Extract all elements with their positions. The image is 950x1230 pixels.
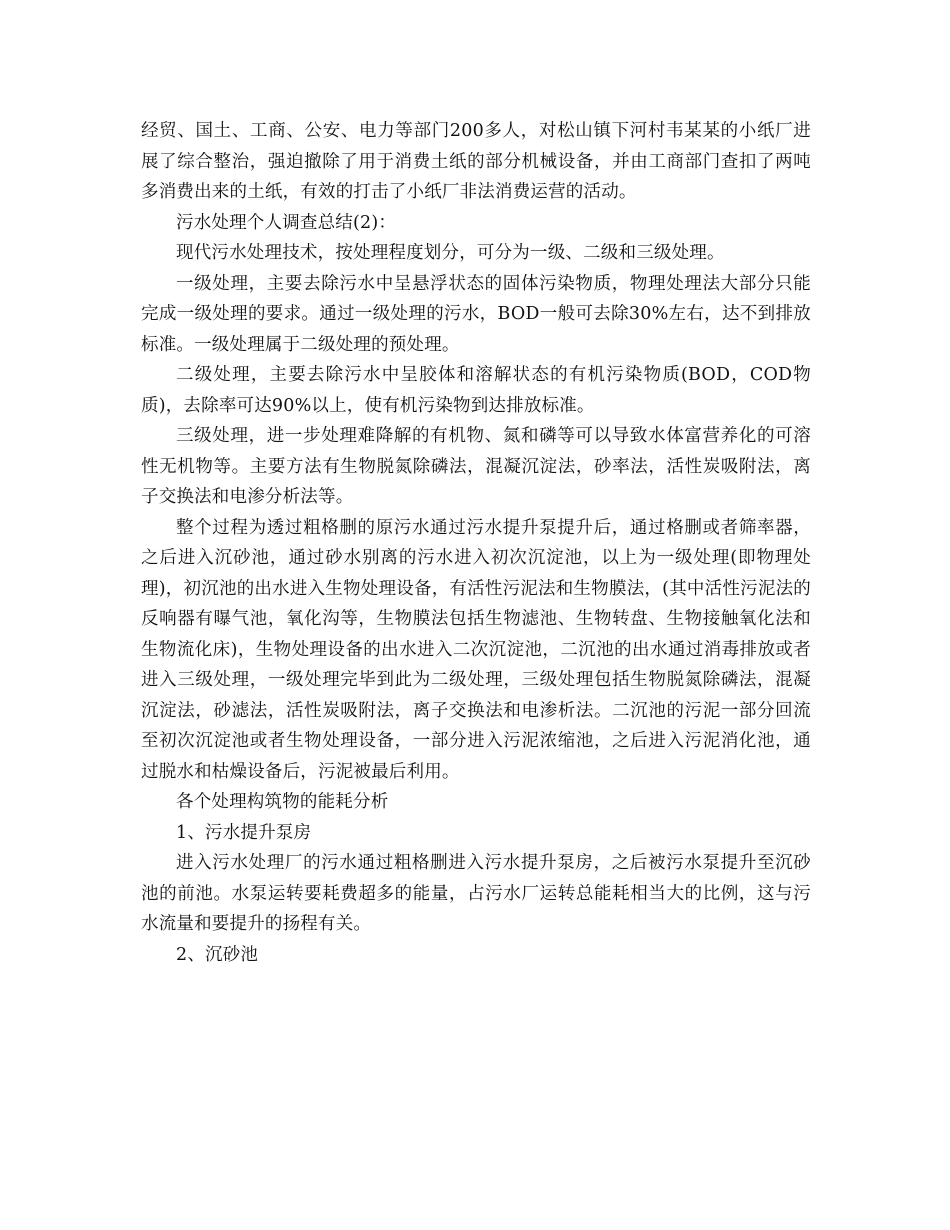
- subheading-pump-house: 1、污水提升泵房: [176, 822, 312, 843]
- paragraph-secondary-treatment: 二级处理，主要去除污水中呈胶体和溶解状态的有机污染物质(BOD，COD物质)，去除率可达90%以上，使有机污染物到达排放标准。: [141, 365, 811, 416]
- subheading-grit-chamber: 2、沉砂池: [176, 944, 259, 965]
- paragraph-intro: 现代污水处理技术，按处理程度划分，可分为一级、二级和三级处理。: [176, 243, 725, 263]
- paragraph-continued: 经贸、国土、工商、公安、电力等部门200多人，对松山镇下河村韦某某的小纸厂进展了综合整治，强迫撤除了用于消费土纸的部分机械设备，并由工商部门查扣了两吨多消费出来的土纸，有效的打击了小纸厂非法消费运营的活动。: [141, 121, 811, 202]
- section-heading-energy-analysis: 各个处理构筑物的能耗分析: [176, 792, 389, 812]
- section-heading-survey-summary: 污水处理个人调查总结(2)：: [176, 212, 397, 233]
- paragraph-process-overview: 整个过程为透过粗格删的原污水通过污水提升泵提升后，通过格删或者筛率器，之后进入沉砂池，通过砂水别离的污水进入初次沉淀池，以上为一级处理(即物理处理)，初沉池的出水进入生物处理设备，有活性污泥法和生物膜法，(其中活性污泥法的反响器有曝气池，氧化沟等，生物膜法包括生物滤池、生物转盘、生物接触氧化法和生物流化床)，生物处理设备的出水进入二次沉淀池，二沉池的出水通过消毒排放或者进入三级处理，一级处理完毕到此为二级处理，三级处理包括生物脱氮除磷法，混凝沉淀法，砂滤法，活性炭吸附法，离子交换法和电渗析法。二沉池的污泥一部分回流至初次沉淀池或者生物处理设备，一部分进入污泥浓缩池，之后进入污泥消化池，通过脱水和枯燥设备后，污泥被最后利用。: [141, 517, 811, 782]
- paragraph-pump-house: 进入污水处理厂的污水通过粗格删进入污水提升泵房，之后被污水泵提升至沉砂池的前池。水泵运转要耗费超多的能量，占污水厂运转总能耗相当大的比例，这与污水流量和要提升的扬程有关。: [141, 853, 811, 934]
- paragraph-primary-treatment: 一级处理，主要去除污水中呈悬浮状态的固体污染物质，物理处理法大部分只能完成一级处理的要求。通过一级处理的污水，BOD一般可去除30%左右，达不到排放标准。一级处理属于二级处理的预处理。: [141, 273, 811, 355]
- document-page: [141, 116, 811, 970]
- paragraph-tertiary-treatment: 三级处理，进一步处理难降解的有机物、氮和磷等可以导致水体富营养化的可溶性无机物等。主要方法有生物脱氮除磷法，混凝沉淀法，砂率法，活性炭吸附法，离子交换法和电渗分析法等。: [141, 426, 811, 507]
